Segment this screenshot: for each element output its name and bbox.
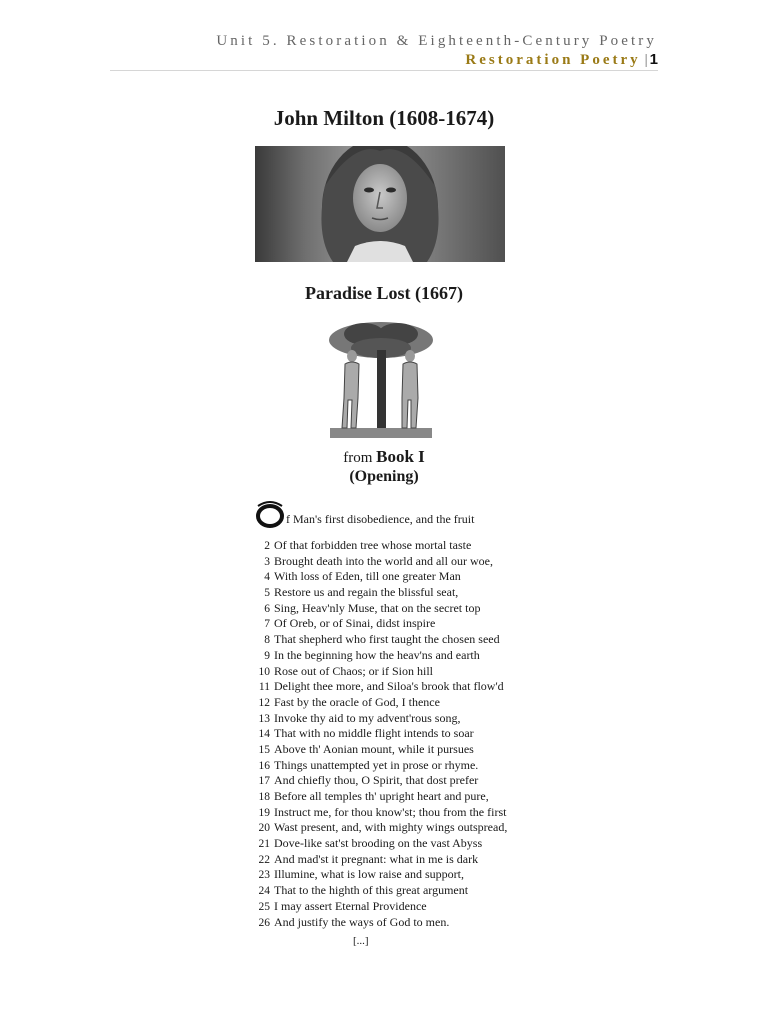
poem-line xyxy=(250,867,507,883)
line-text: I may assert Eternal Providence xyxy=(274,898,427,913)
running-header-unit: Unit 5. Restoration & Eighteenth-Century Poetry xyxy=(216,33,657,49)
line-text: Above th' Aonian mount, while it pursues xyxy=(274,741,474,756)
poem-line xyxy=(250,585,507,601)
line-number: 13 xyxy=(258,712,270,725)
running-header-section xyxy=(465,51,658,69)
poem-line xyxy=(250,852,507,868)
portrait-drawing xyxy=(255,146,505,262)
poem-line xyxy=(250,664,507,680)
poem-line xyxy=(250,679,507,695)
line-number: 22 xyxy=(258,853,270,866)
line-text: And mad'st it pregnant: what in me is dark xyxy=(274,851,479,866)
header-separator: | xyxy=(644,52,648,68)
poem-line xyxy=(250,695,507,711)
poem-line xyxy=(250,789,507,805)
line-text: That to the highth of this great argument xyxy=(274,883,469,898)
line-text: Invoke thy aid to my advent'rous song, xyxy=(274,710,461,725)
line-text: Dove-like sat'st brooding on the vast Abyss xyxy=(274,836,483,851)
book-label: Book I xyxy=(376,447,425,466)
line-text: And chiefly thou, O Spirit, that dost prefer xyxy=(274,773,479,788)
line-number: 15 xyxy=(258,743,270,756)
poem-line xyxy=(250,569,507,585)
poem-line xyxy=(250,726,507,742)
line-number: 5 xyxy=(264,587,270,600)
line-text: In the beginning how the heav'ns and earth xyxy=(274,647,480,662)
adam-eve-tree-engraving xyxy=(324,320,438,442)
section-title: Restoration Poetry xyxy=(465,52,641,68)
line-text: Things unattempted yet in prose or rhyme. xyxy=(274,757,479,772)
line-text: With loss of Eden, till one greater Man xyxy=(274,569,461,584)
line-number: 10 xyxy=(258,665,270,678)
line-text: That shepherd who first taught the chosen seed xyxy=(274,632,500,647)
line-number: 21 xyxy=(258,838,270,851)
poem-line xyxy=(250,554,507,570)
line-number: 26 xyxy=(258,916,270,929)
line-text: Of Oreb, or of Sinai, didst inspire xyxy=(274,616,436,631)
line-number: 3 xyxy=(264,555,270,568)
line-text: That with no middle flight intends to soar xyxy=(274,726,474,741)
poem-line xyxy=(250,538,507,554)
poem-line xyxy=(250,899,507,915)
line-text: Instruct me, for thou know'st; thou from the first xyxy=(274,804,507,819)
poem-line xyxy=(250,742,507,758)
line-number: 12 xyxy=(258,696,270,709)
engraving-drawing xyxy=(324,320,438,442)
ellipsis-marker: [...] xyxy=(353,935,369,947)
line-number: 8 xyxy=(264,634,270,647)
poem-line xyxy=(250,836,507,852)
line-text: Brought death into the world and all our woe, xyxy=(274,553,493,568)
line-number: 6 xyxy=(264,602,270,615)
line-text: Restore us and regain the blissful seat, xyxy=(274,585,459,600)
poem-line xyxy=(250,601,507,617)
drop-cap-glyph xyxy=(255,500,285,528)
poem-line xyxy=(250,648,507,664)
page-title: John Milton (1608-1674) xyxy=(273,106,495,130)
poem-line xyxy=(250,883,507,899)
poem-line-1: f Man's first disobedience, and the fruit xyxy=(286,512,475,526)
drop-cap xyxy=(255,500,285,528)
line-number: 23 xyxy=(258,869,270,882)
poem-line xyxy=(250,711,507,727)
line-text: Wast present, and, with mighty wings outspread, xyxy=(274,820,508,835)
line-number: 18 xyxy=(258,791,270,803)
poem-line xyxy=(250,820,507,836)
line-number: 4 xyxy=(264,571,270,584)
line-text: And justify the ways of God to men. xyxy=(274,914,450,929)
line-text: Before all temples th' upright heart and pure, xyxy=(274,789,489,803)
poem-line xyxy=(250,915,507,931)
line-text: Delight thee more, and Siloa's brook that flow'd xyxy=(274,679,504,694)
line-number: 9 xyxy=(264,649,270,662)
line-text: Fast by the oracle of God, I thence xyxy=(274,694,440,709)
page-number: 1 xyxy=(649,51,658,68)
line-text: Illumine, what is low raise and support, xyxy=(274,867,464,882)
line-number: 20 xyxy=(258,822,270,835)
line-text: Sing, Heav'nly Muse, that on the secret top xyxy=(274,600,481,615)
line-number: 19 xyxy=(258,806,270,819)
portrait-image xyxy=(255,146,505,262)
line-number: 11 xyxy=(258,681,270,694)
poem-line xyxy=(250,758,507,774)
header-divider xyxy=(110,70,658,71)
from-label: from xyxy=(343,450,373,466)
poem-line xyxy=(250,805,507,821)
line-number: 7 xyxy=(264,618,270,631)
poem-line xyxy=(250,773,507,789)
line-number: 16 xyxy=(258,759,270,772)
excerpt-subheading: (Opening) xyxy=(349,468,419,485)
poem-line xyxy=(250,616,507,632)
excerpt-source xyxy=(0,447,768,467)
work-title: Paradise Lost (1667) xyxy=(305,283,463,303)
line-number: 14 xyxy=(258,728,270,741)
line-text: Rose out of Chaos; or if Sion hill xyxy=(274,663,433,678)
poem-lines xyxy=(250,538,507,930)
line-number: 24 xyxy=(258,885,270,898)
line-text: Of that forbidden tree whose mortal taste xyxy=(274,538,472,552)
line-number: 2 xyxy=(264,540,270,552)
line-number: 25 xyxy=(258,900,270,913)
poem-line xyxy=(250,632,507,648)
line-number: 17 xyxy=(258,775,270,788)
